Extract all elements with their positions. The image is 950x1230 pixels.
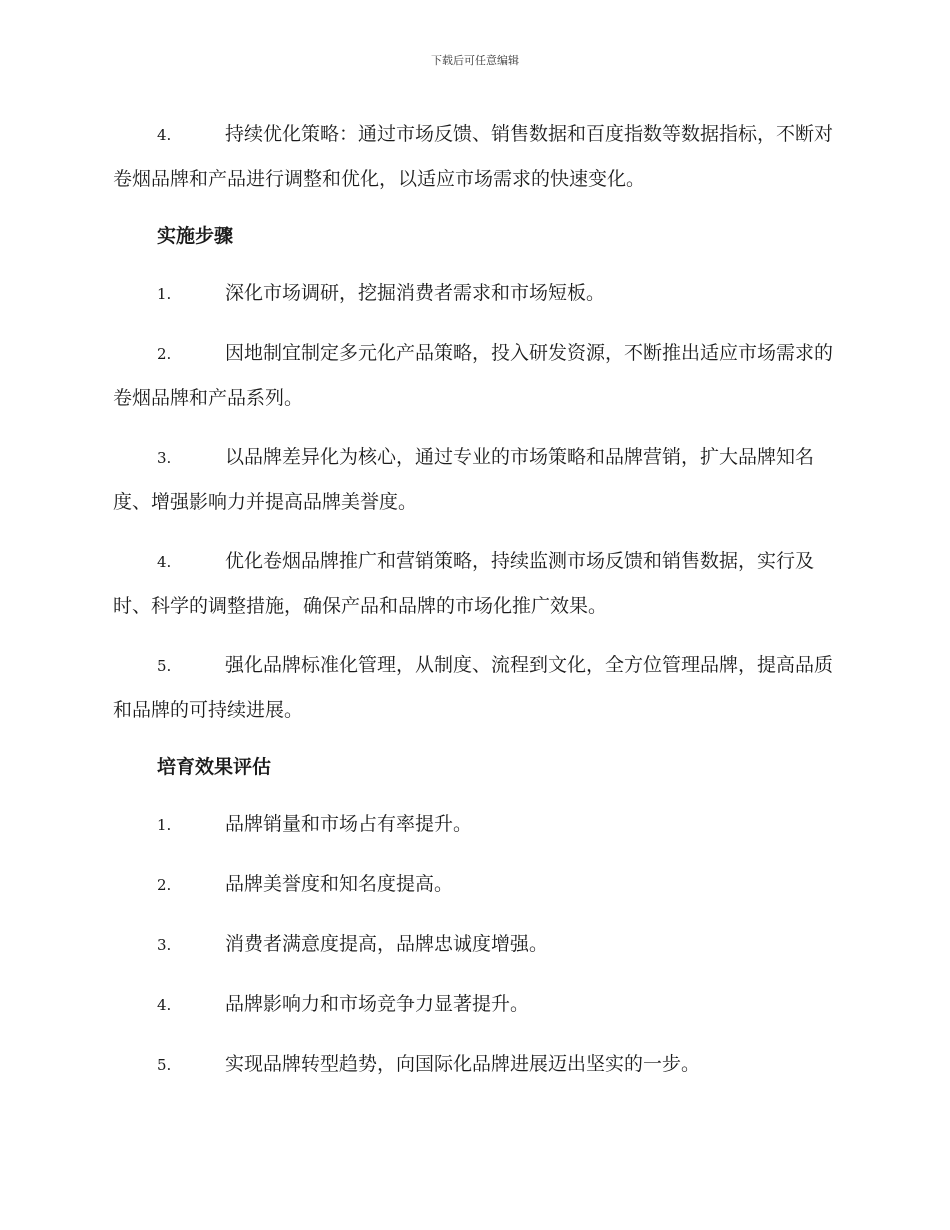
list-number: 2. [157,345,172,363]
list-item [113,539,837,628]
list-number: 3. [157,936,172,954]
list-item [113,982,837,1027]
list-number: 4. [157,126,172,144]
list-text: 消费者满意度提高，品牌忠诚度增强。 [225,933,549,955]
list-number: 5. [157,657,172,675]
header-note: 下载后可任意编辑 [431,54,519,67]
list-item [113,643,837,732]
list-item [113,435,837,524]
document-body [113,112,837,1087]
list-item [113,271,837,316]
list-text: 优化卷烟品牌推广和营销策略，持续监测市场反馈和销售数据，实行及时、科学的调整措施，确保产品和品牌的市场化推广效果。 [113,550,815,617]
section-heading-evaluation: 培育效果评估 [157,756,272,778]
list-item [113,802,837,847]
list-text: 品牌影响力和市场竞争力显著提升。 [225,993,530,1015]
list-item [113,331,837,420]
list-text: 因地制宜制定多元化产品策略，投入研发资源，不断推出适应市场需求的卷烟品牌和产品系列。 [113,342,834,409]
list-text: 以品牌差异化为核心，通过专业的市场策略和品牌营销，扩大品牌知名度、增强影响力并提高品牌美誉度。 [113,446,815,513]
list-item [113,1042,837,1087]
list-text: 深化市场调研，挖掘消费者需求和市场短板。 [225,282,606,304]
list-number: 4. [157,553,172,571]
list-number: 5. [157,1056,172,1074]
list-number: 3. [157,449,172,467]
list-item [113,112,837,201]
list-text: 实现品牌转型趋势，向国际化品牌进展迈出坚实的一步。 [225,1053,701,1075]
list-item [113,922,837,967]
list-text: 品牌销量和市场占有率提升。 [225,813,473,835]
list-number: 2. [157,876,172,894]
list-number: 4. [157,996,172,1014]
section-heading-steps: 实施步骤 [157,225,234,247]
list-item [113,862,837,907]
list-text: 品牌美誉度和知名度提高。 [225,873,454,895]
list-text: 强化品牌标准化管理，从制度、流程到文化，全方位管理品牌，提高品质和品牌的可持续进展。 [113,654,834,721]
list-number: 1. [157,816,172,834]
list-number: 1. [157,285,172,303]
list-text: 持续优化策略：通过市场反馈、销售数据和百度指数等数据指标，不断对卷烟品牌和产品进行调整和优化，以适应市场需求的快速变化。 [113,123,834,190]
